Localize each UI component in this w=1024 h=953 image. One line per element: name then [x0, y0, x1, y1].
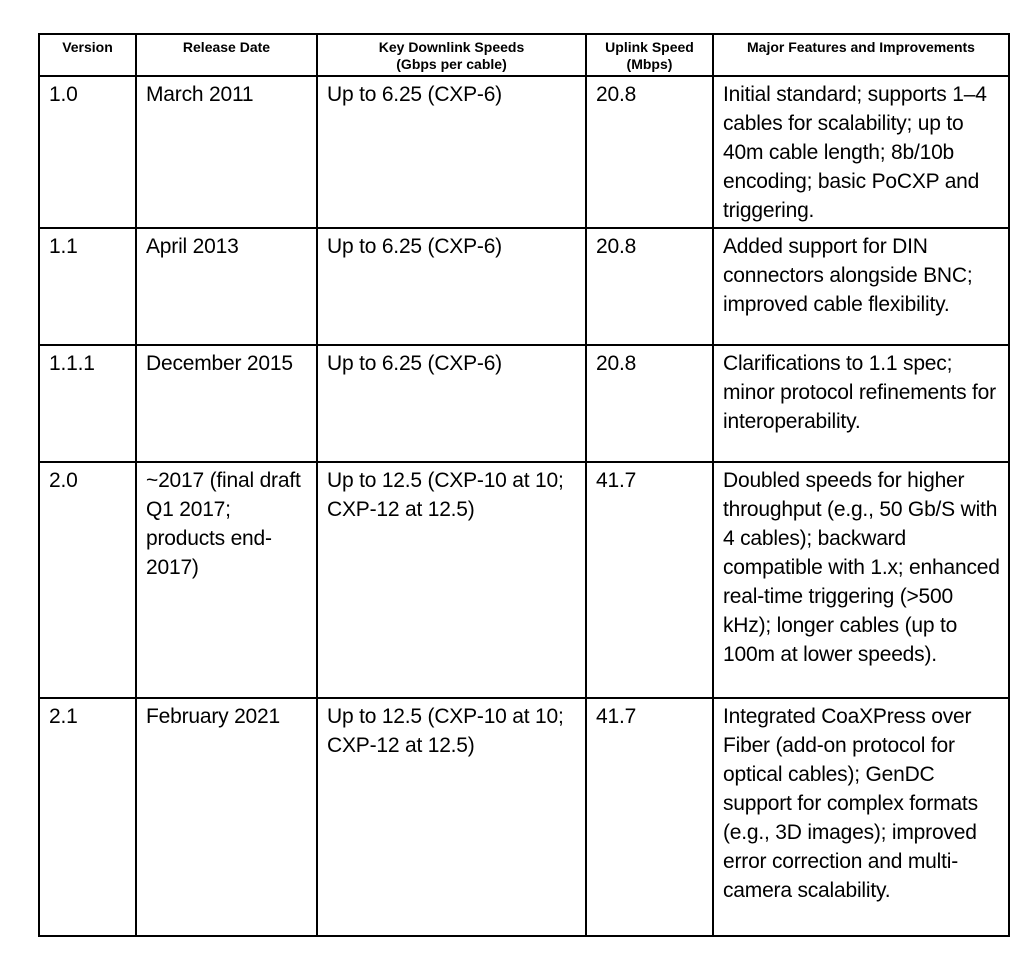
cell-downlink: Up to 12.5 (CXP-10 at 10; CXP-12 at 12.5) — [317, 462, 586, 698]
cell-downlink: Up to 6.25 (CXP-6) — [317, 228, 586, 345]
header-release-date-label: Release Date — [182, 39, 271, 55]
cell-release-date: April 2013 — [136, 228, 317, 345]
header-release-date — [136, 34, 317, 76]
cell-version: 1.0 — [39, 76, 136, 228]
cell-release-date: February 2021 — [136, 698, 317, 936]
cell-uplink: 41.7 — [586, 462, 713, 698]
header-downlink-speeds-sublabel: (Gbps per cable) — [396, 56, 507, 72]
cell-features: Integrated CoaXPress over Fiber (add-on protocol for optical cables); GenDC support for complex formats (e.g., 3D images); improved error correction and multi-camera scalability. — [713, 698, 1009, 936]
cell-version: 1.1 — [39, 228, 136, 345]
header-downlink-speeds — [317, 34, 586, 76]
header-version-label: Version — [62, 39, 113, 55]
table-row-v1-1 — [39, 228, 1009, 345]
cell-version: 2.1 — [39, 698, 136, 936]
table-row-v2-1 — [39, 698, 1009, 936]
cell-release-date: March 2011 — [136, 76, 317, 228]
header-version — [39, 34, 136, 76]
cell-uplink: 20.8 — [586, 345, 713, 462]
cell-downlink: Up to 6.25 (CXP-6) — [317, 345, 586, 462]
cell-uplink: 20.8 — [586, 76, 713, 228]
cell-uplink: 20.8 — [586, 228, 713, 345]
table-row-v2-0 — [39, 462, 1009, 698]
header-row — [39, 34, 1009, 76]
header-uplink-speed-sublabel: (Mbps) — [626, 56, 673, 72]
cell-features: Doubled speeds for higher throughput (e.g., 50 Gb/S with 4 cables); backward compatible with 1.x; enhanced real-time triggering (>500 kHz); longer cables (up to 100m at lower speeds). — [713, 462, 1009, 698]
header-uplink-speed-label: Uplink Speed — [605, 39, 694, 55]
cell-features: Clarifications to 1.1 spec; minor protocol refinements for interoperability. — [713, 345, 1009, 462]
table-row-v1-1-1 — [39, 345, 1009, 462]
cell-version: 2.0 — [39, 462, 136, 698]
cell-downlink: Up to 12.5 (CXP-10 at 10; CXP-12 at 12.5) — [317, 698, 586, 936]
cell-features: Added support for DIN connectors alongside BNC; improved cable flexibility. — [713, 228, 1009, 345]
coaxpress-version-table — [38, 33, 1010, 937]
cell-downlink: Up to 6.25 (CXP-6) — [317, 76, 586, 228]
cell-features: Initial standard; supports 1–4 cables for scalability; up to 40m cable length; 8b/10b encoding; basic PoCXP and triggering. — [713, 76, 1009, 228]
cell-release-date: December 2015 — [136, 345, 317, 462]
table-row-v1-0 — [39, 76, 1009, 228]
cell-uplink: 41.7 — [586, 698, 713, 936]
cell-release-date: ~2017 (final draft Q1 2017; products end-2017) — [136, 462, 317, 698]
header-downlink-speeds-label: Key Downlink Speeds — [378, 39, 525, 55]
header-major-features-label: Major Features and Improvements — [747, 39, 975, 55]
header-uplink-speed — [586, 34, 713, 76]
cell-version: 1.1.1 — [39, 345, 136, 462]
header-major-features — [713, 34, 1009, 76]
